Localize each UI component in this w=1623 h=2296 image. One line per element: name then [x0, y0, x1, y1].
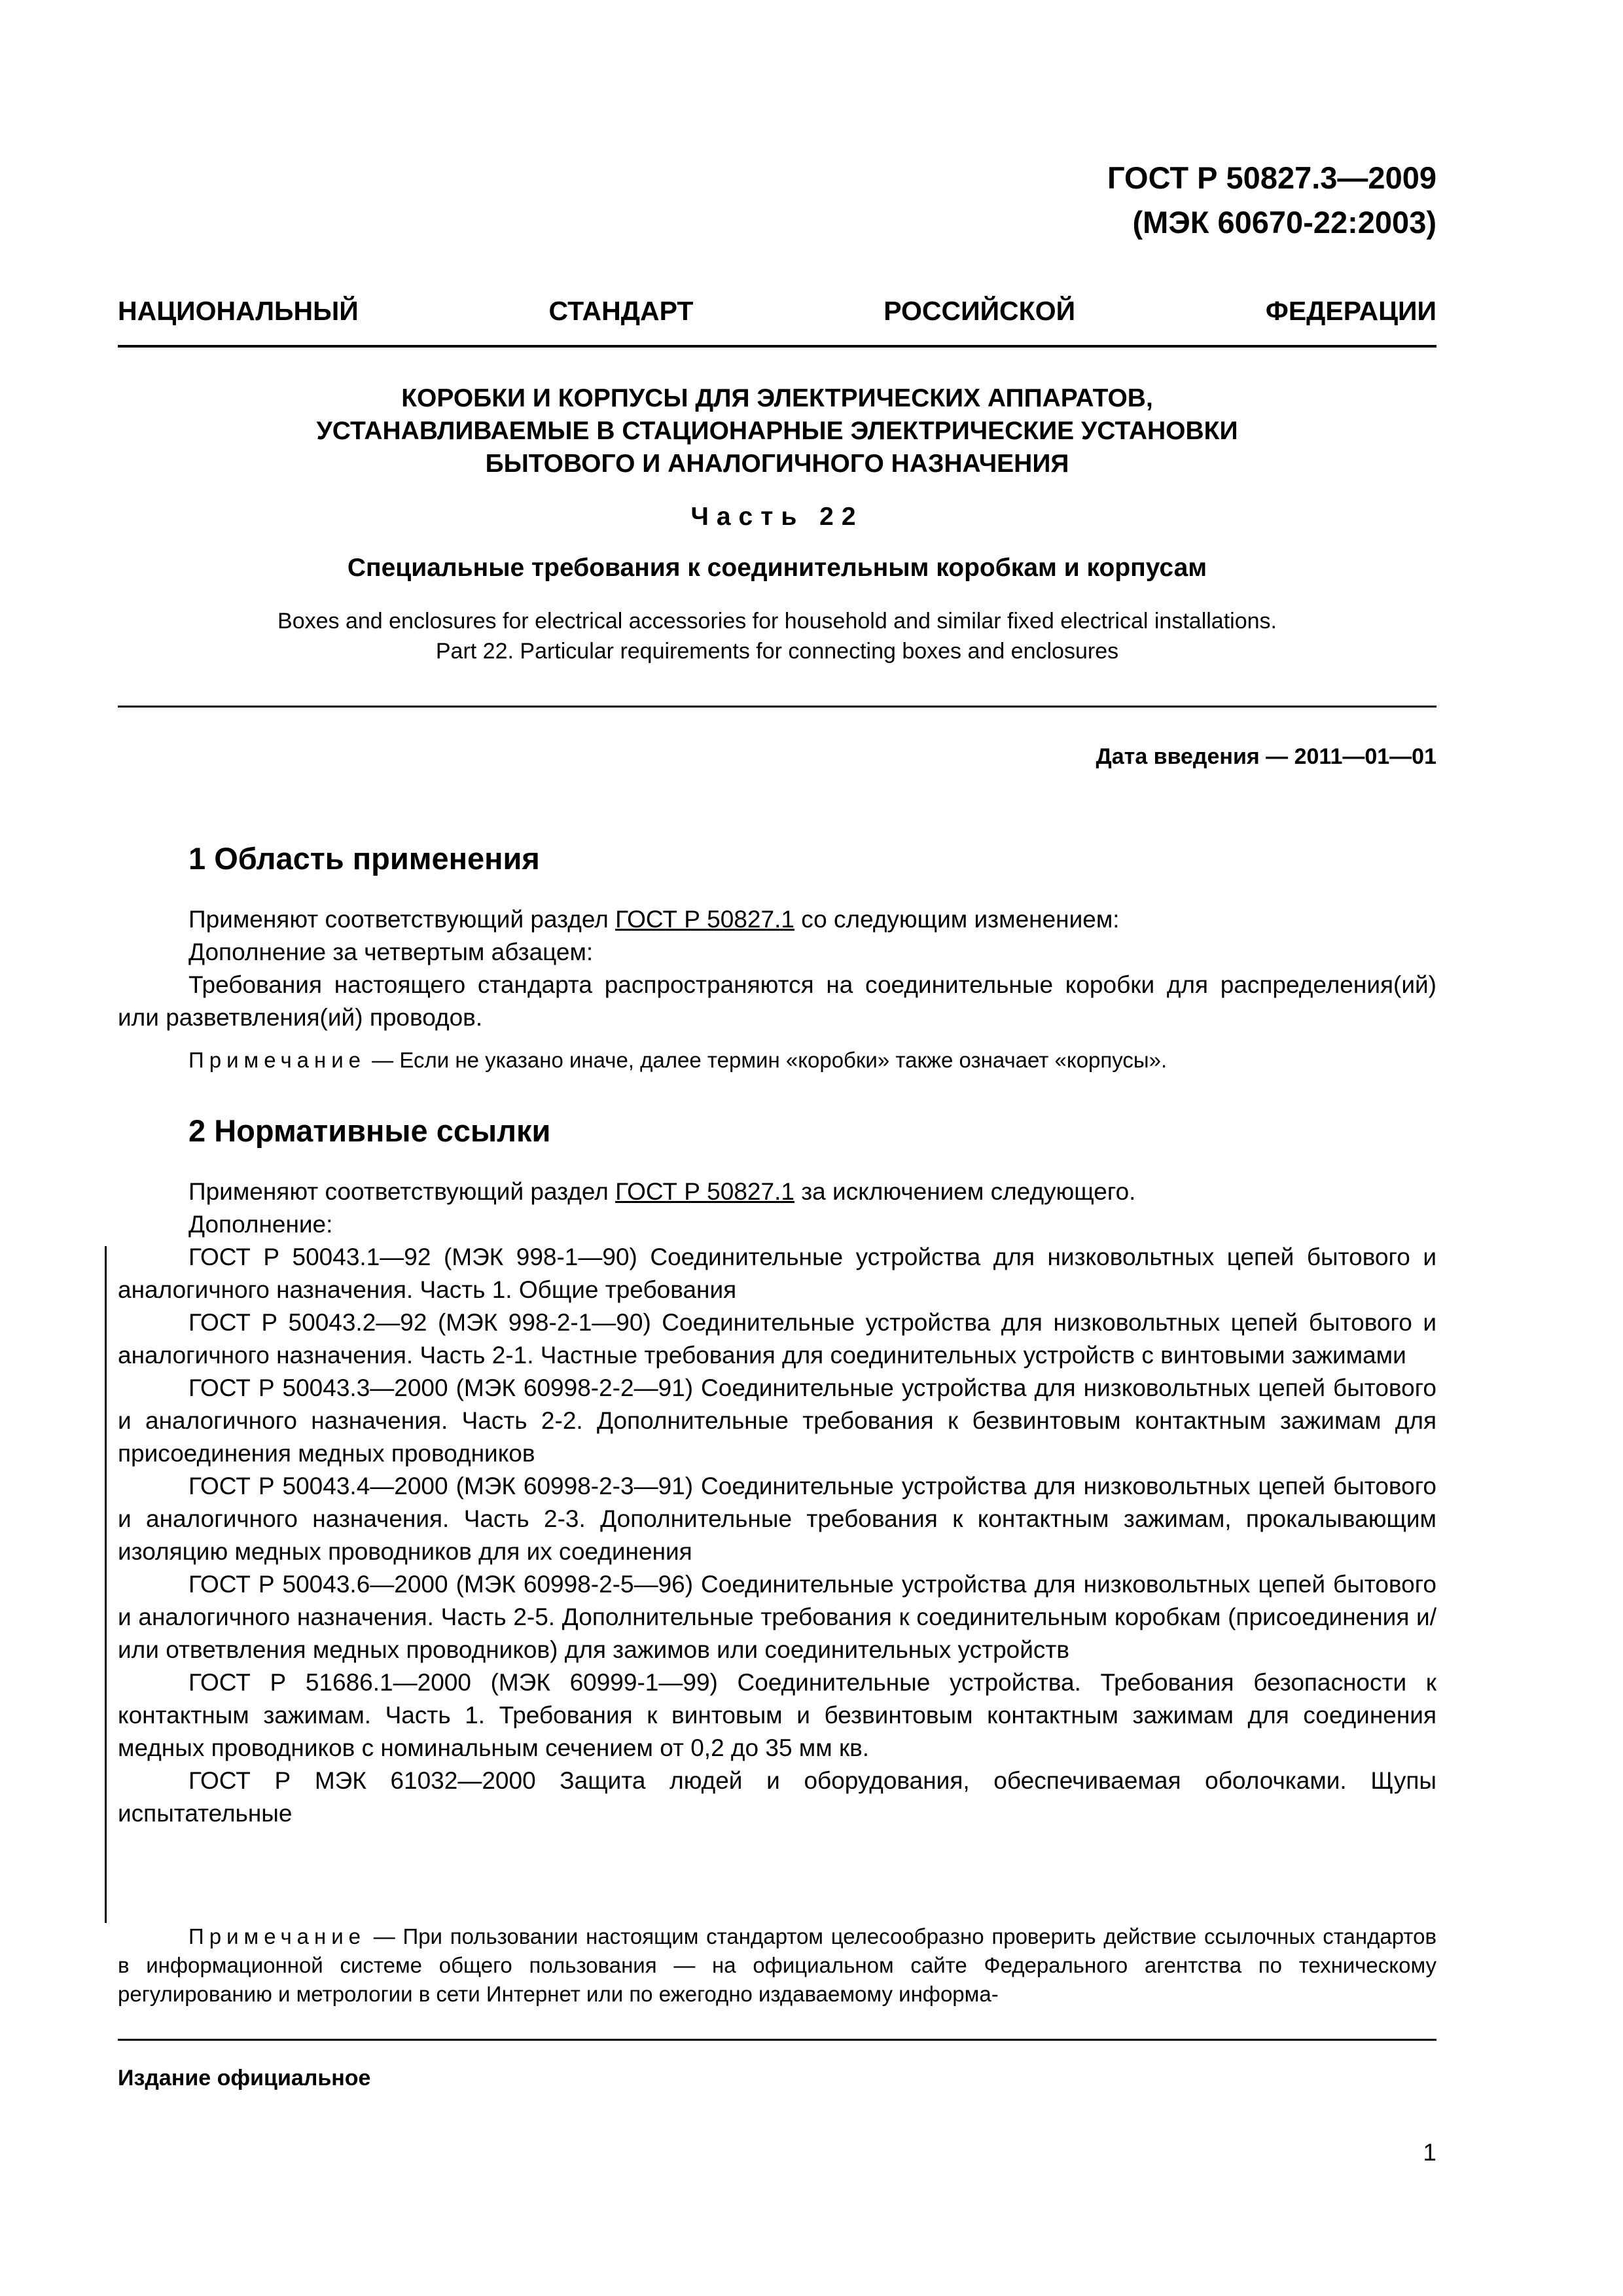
national-standard-banner [118, 296, 1436, 336]
designation-line-2: (МЭК 60670-22:2003) [1132, 205, 1436, 240]
section-2-body [118, 1175, 1436, 1830]
banner-word-3: РОССИЙСКОЙ [883, 296, 1076, 326]
subtitle: Специальные требования к соединительным коробкам и корпусам [347, 554, 1207, 582]
title-line-1: КОРОБКИ И КОРПУСЫ ДЛЯ ЭЛЕКТРИЧЕСКИХ АППАРАТОВ, [401, 384, 1153, 412]
reference-item: ГОСТ Р МЭК 61032—2000 Защита людей и оборудования, обеспечиваемая оболочками. Щупы испытательные [118, 1767, 1436, 1827]
note-text: — Если не указано иначе, далее термин «коробки» также означает «корпусы». [366, 1048, 1168, 1072]
banner-divider [118, 345, 1436, 348]
document-page [118, 0, 1436, 2296]
gost-50827-1-link[interactable]: ГОСТ Р 50827.1 [615, 906, 794, 933]
page-number: 1 [1423, 2139, 1436, 2166]
reference-item: ГОСТ Р 50043.6—2000 (МЭК 60998-2-5—96) Соединительные устройства для низковольтных цепей бытового и аналогичного назначения. Часть 2-5. Дополнительные требования к соединительным коробкам (присоединения и/или ответвления медных проводников) для зажимов или соединительных устройств [118, 1571, 1436, 1663]
footer-divider [118, 2039, 1436, 2041]
title-block [118, 382, 1436, 666]
note-label: Примечание [188, 1924, 366, 1948]
section-1-paragraph-2: Дополнение за четвертым абзацем: [188, 939, 594, 965]
designation-line-1: ГОСТ Р 50827.3—2009 [1107, 160, 1436, 195]
introduction-date: Дата введения — 2011—01—01 [1096, 744, 1436, 769]
banner-word-1: НАЦИОНАЛЬНЫЙ [118, 296, 359, 326]
reference-item: ГОСТ Р 50043.4—2000 (МЭК 60998-2-3—91) Соединительные устройства для низковольтных цепей бытового и аналогичного назначения. Часть 2-3. Дополнительные требования к контактным зажимам, прокалывающим изоляцию медных проводников для их соединения [118, 1473, 1436, 1565]
reference-item: ГОСТ Р 51686.1—2000 (МЭК 60999-1—99) Соединительные устройства. Требования безопасности к контактным зажимам. Часть 1. Требования к винтовым и безвинтовым контактным зажимам для соединения медных проводников с номинальным сечением от 0,2 до 35 мм кв. [118, 1669, 1436, 1761]
part-number: Часть 22 [690, 503, 864, 531]
english-title-line-1: Boxes and enclosures for electrical accessories for household and similar fixed electrical installations. [277, 609, 1277, 634]
section-2-paragraph-1: Применяют соответствующий раздел ГОСТ Р 50827.1 за исключением следующего. [188, 1178, 1136, 1205]
title-line-3: БЫТОВОГО И АНАЛОГИЧНОГО НАЗНАЧЕНИЯ [485, 450, 1069, 478]
official-edition-label: Издание официальное [118, 2066, 371, 2090]
reference-item: ГОСТ Р 50043.3—2000 (МЭК 60998-2-2—91) Соединительные устройства для низковольтных цепей бытового и аналогичного назначения. Часть 2-2. Дополнительные требования к безвинтовым контактным зажимам для присоединения медных проводников [118, 1374, 1436, 1467]
section-1-paragraph-1: Применяют соответствующий раздел ГОСТ Р 50827.1 со следующим изменением: [188, 906, 1120, 933]
section-1-note [118, 1046, 1436, 1075]
section-2-paragraph-2: Дополнение: [188, 1211, 333, 1238]
title-line-2: УСТАНАВЛИВАЕМЫЕ В СТАЦИОНАРНЫЕ ЭЛЕКТРИЧЕСКИЕ УСТАНОВКИ [316, 417, 1238, 445]
english-title-line-2: Part 22. Particular requirements for connecting boxes and enclosures [435, 639, 1119, 664]
change-bar [105, 1246, 107, 1923]
banner-word-4: ФЕДЕРАЦИИ [1265, 296, 1436, 326]
reference-item: ГОСТ Р 50043.1—92 (МЭК 998-1—90) Соединительные устройства для низковольтных цепей бытового и аналогичного назначения. Часть 1. Общие требования [118, 1244, 1436, 1303]
section-1-body [118, 903, 1436, 1034]
title-divider [118, 706, 1436, 708]
standard-designation [1107, 156, 1436, 245]
section-2-heading: 2 Нормативные ссылки [188, 1113, 551, 1148]
section-2-note [118, 1922, 1436, 2009]
section-1-heading: 1 Область применения [188, 841, 540, 876]
note-text: — При пользовании настоящим стандартом целесообразно проверить действие ссылочных стандартов в информационной системе общего пользования — на официальном сайте Федерального агентства по техническому регулированию и метрологии в сети Интернет или по ежегодно издаваемому информа- [118, 1924, 1436, 2006]
gost-50827-1-link[interactable]: ГОСТ Р 50827.1 [615, 1178, 794, 1205]
note-label: Примечание [188, 1048, 366, 1072]
section-1-paragraph-3: Требования настоящего стандарта распространяются на соединительные коробки для распределения(ий) или разветвления(ий) проводов. [118, 971, 1436, 1031]
english-title [118, 606, 1436, 666]
banner-word-2: СТАНДАРТ [548, 296, 694, 326]
reference-item: ГОСТ Р 50043.2—92 (МЭК 998-2-1—90) Соединительные устройства для низковольтных цепей бытового и аналогичного назначения. Часть 2-1. Частные требования для соединительных устройств с винтовыми зажимами [118, 1309, 1436, 1369]
